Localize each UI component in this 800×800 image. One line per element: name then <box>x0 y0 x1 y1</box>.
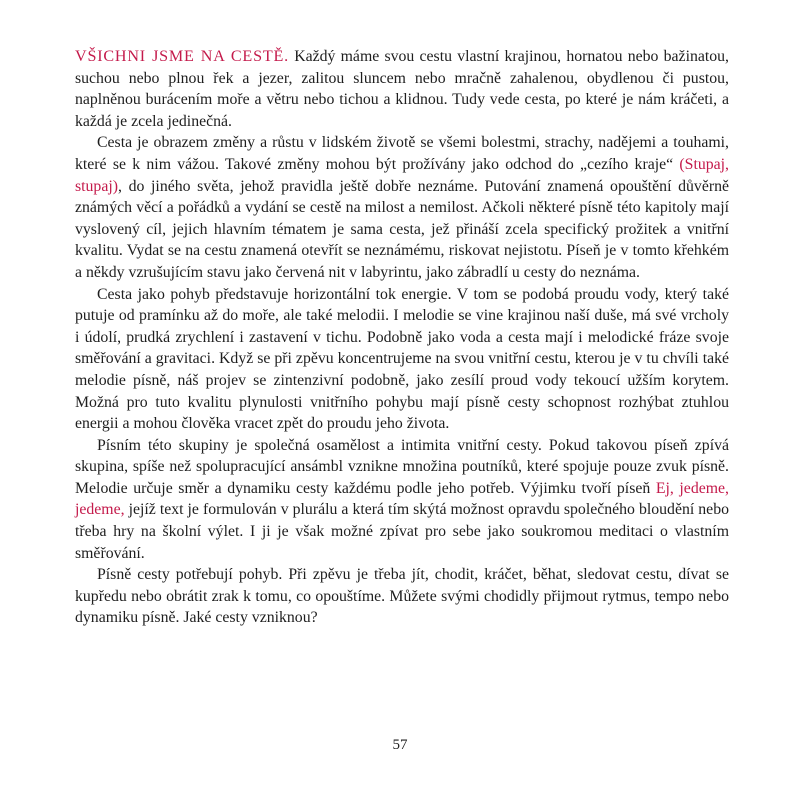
body-text <box>75 46 729 629</box>
page-footer <box>0 737 800 754</box>
text-segment: Každý máme svou cestu vlastní krajinou, hornatou nebo bažinatou, suchou nebo plnou řek a jezer, zalitou sluncem nebo mračně zahalenou, obydlenou či pustou, naplněnou burácením moře a větru nebo tichou a klidnou. Tudy vede cesta, po které je nám kráčeti, a každá je zcela jedinečná. <box>75 48 729 130</box>
paragraph <box>75 284 729 435</box>
paragraph <box>75 132 729 283</box>
text-segment: jejíž text je formulován v plurálu a která tím skýtá možnost opravdu společného bloudění nebo třeba hry na školní výlet. I ji je však možné zpívat pro sebe jako soukromou meditaci o vlastním směřování. <box>75 501 729 562</box>
paragraph <box>75 435 729 565</box>
section-title: VŠICHNI JSME NA CESTĚ. <box>75 48 289 65</box>
text-segment: Cesta jako pohyb představuje horizontální tok energie. V tom se podobá proudu vody, který také putuje od pramínku až do moře, ale také melodii. I melodie se vine krajinou naší duše, má své vrcholy i údolí, prudká zrychlení i zastavení v tichu. Podobně jako voda a cesta mají i melodické fráze svoje směřování a gravitaci. Když se při zpěvu koncentrujeme na svou vnitřní cestu, kterou je v tu chvíli také melodie písně, náš projev se zintenzivní podobně, jako zesílí proud vody tekoucí užším korytem. Možná pro tuto kvalitu plynulosti vnitřního pohybu mají písně cesty schopnost rozhýbat ztuhlou energii a mohou člověka vracet zpět do proudu jeho života. <box>75 285 729 433</box>
text-segment: Písně cesty potřebují pohyb. Při zpěvu je třeba jít, chodit, kráčet, běhat, sledovat cestu, dívat se kupředu nebo obrátit zrak k tomu, co opouštíme. Můžete svými chodidly přijmout rytmus, tempo nebo dynamiku písně. Jaké cesty vzniknou? <box>75 566 729 627</box>
text-segment: , do jiného světa, jehož pravidla ještě dobře neznáme. Putování znamená opouštění důvěrně známých věcí a pořádků a vydání se cestě na milost a nemilost. Ačkoli některé písně této kapitoly mají vyslovený cíl, jejich hlavním tématem je sama cesta, jež přináší zcela specifický prožitek a vnitřní kvalitu. Vydat se na cestu znamená otevřít se neznámému, riskovat nejistotu. Píseň je v tomto křehkém a někdy vzrušujícím stavu jako červená nit v labyrintu, jako zábradlí u cesty do neznáma. <box>75 177 729 281</box>
page-number: 57 <box>392 737 408 753</box>
text-segment: Cesta je obrazem změny a růstu v lidském životě se všemi bolestmi, strachy, nadějemi a touhami, které se k nim vážou. Takové změny mohou být prožívány jako odchod do „cezího kraje“ <box>75 134 729 173</box>
text-segment: Písním této skupiny je společná osamělost a intimita vnitřní cesty. Pokud takovou píseň zpívá skupina, spíše než spolupracující ansámbl vznikne množina poutníků, které spojuje pouze zvuk písně. Melodie určuje směr a dynamiku cesty každému podle jeho potřeb. Výjimku tvoří píseň <box>75 436 729 497</box>
song-title-reference: Ej, jedeme, jedeme, <box>75 479 729 519</box>
paragraph <box>75 46 729 132</box>
paragraph <box>75 564 729 629</box>
song-title-reference: (Stupaj, stupaj) <box>75 155 729 195</box>
